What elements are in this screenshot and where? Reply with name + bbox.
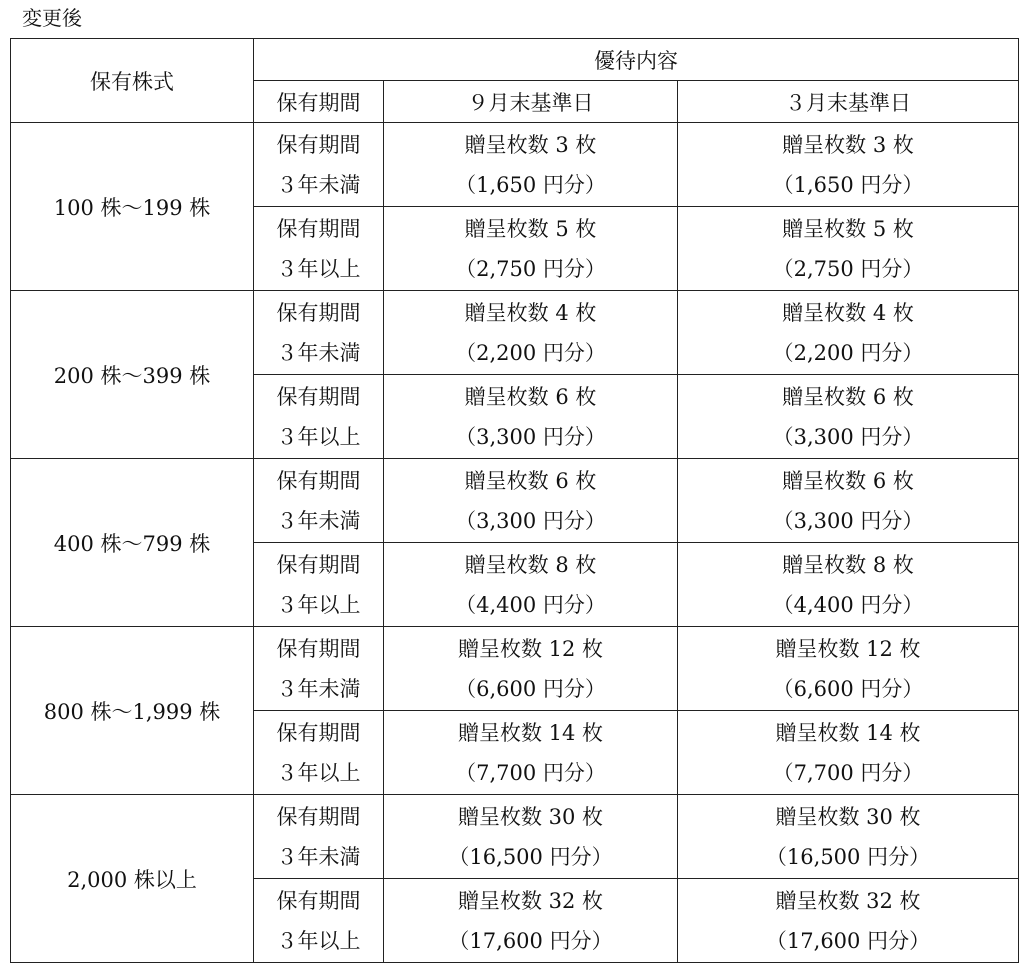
march-benefit-cell: 贈呈枚数 5 枚 （2,750 円分） xyxy=(678,207,1019,291)
shareholder-benefit-table xyxy=(10,38,1019,963)
march-benefit-cell: 贈呈枚数 14 枚 （7,700 円分） xyxy=(678,711,1019,795)
table-body xyxy=(11,123,1019,963)
march-benefit-cell: 贈呈枚数 4 枚 （2,200 円分） xyxy=(678,291,1019,375)
period-cell: 保有期間 ３年以上 xyxy=(254,207,384,291)
table-row xyxy=(11,627,1019,711)
header-september: ９月末基準日 xyxy=(384,81,678,123)
march-benefit-cell: 贈呈枚数 3 枚 （1,650 円分） xyxy=(678,123,1019,207)
september-benefit-cell: 贈呈枚数 30 枚 （16,500 円分） xyxy=(384,795,678,879)
period-cell: 保有期間 ３年未満 xyxy=(254,123,384,207)
shares-range-cell: 800 株～1,999 株 xyxy=(11,627,254,795)
september-benefit-cell: 贈呈枚数 8 枚 （4,400 円分） xyxy=(384,543,678,627)
period-cell: 保有期間 ３年以上 xyxy=(254,711,384,795)
period-cell: 保有期間 ３年未満 xyxy=(254,795,384,879)
header-march: ３月末基準日 xyxy=(678,81,1019,123)
header-benefit: 優待内容 xyxy=(254,39,1019,81)
march-benefit-cell: 贈呈枚数 8 枚 （4,400 円分） xyxy=(678,543,1019,627)
period-cell: 保有期間 ３年以上 xyxy=(254,543,384,627)
period-cell: 保有期間 ３年未満 xyxy=(254,627,384,711)
september-benefit-cell: 贈呈枚数 6 枚 （3,300 円分） xyxy=(384,375,678,459)
table-row xyxy=(11,459,1019,543)
table-row xyxy=(11,291,1019,375)
period-cell: 保有期間 ３年以上 xyxy=(254,375,384,459)
period-cell: 保有期間 ３年以上 xyxy=(254,879,384,963)
shares-range-cell: 100 株～199 株 xyxy=(11,123,254,291)
march-benefit-cell: 贈呈枚数 30 枚 （16,500 円分） xyxy=(678,795,1019,879)
period-cell: 保有期間 ３年未満 xyxy=(254,291,384,375)
period-cell: 保有期間 ３年未満 xyxy=(254,459,384,543)
march-benefit-cell: 贈呈枚数 32 枚 （17,600 円分） xyxy=(678,879,1019,963)
table-row xyxy=(11,795,1019,879)
september-benefit-cell: 贈呈枚数 12 枚 （6,600 円分） xyxy=(384,627,678,711)
march-benefit-cell: 贈呈枚数 12 枚 （6,600 円分） xyxy=(678,627,1019,711)
table-row xyxy=(11,123,1019,207)
march-benefit-cell: 贈呈枚数 6 枚 （3,300 円分） xyxy=(678,459,1019,543)
september-benefit-cell: 贈呈枚数 14 枚 （7,700 円分） xyxy=(384,711,678,795)
header-period: 保有期間 xyxy=(254,81,384,123)
header-shares: 保有株式 xyxy=(11,39,254,123)
september-benefit-cell: 贈呈枚数 4 枚 （2,200 円分） xyxy=(384,291,678,375)
september-benefit-cell: 贈呈枚数 32 枚 （17,600 円分） xyxy=(384,879,678,963)
section-caption: 変更後 xyxy=(22,6,82,30)
shares-range-cell: 200 株～399 株 xyxy=(11,291,254,459)
shares-range-cell: 400 株～799 株 xyxy=(11,459,254,627)
shares-range-cell: 2,000 株以上 xyxy=(11,795,254,963)
september-benefit-cell: 贈呈枚数 6 枚 （3,300 円分） xyxy=(384,459,678,543)
march-benefit-cell: 贈呈枚数 6 枚 （3,300 円分） xyxy=(678,375,1019,459)
september-benefit-cell: 贈呈枚数 5 枚 （2,750 円分） xyxy=(384,207,678,291)
september-benefit-cell: 贈呈枚数 3 枚 （1,650 円分） xyxy=(384,123,678,207)
